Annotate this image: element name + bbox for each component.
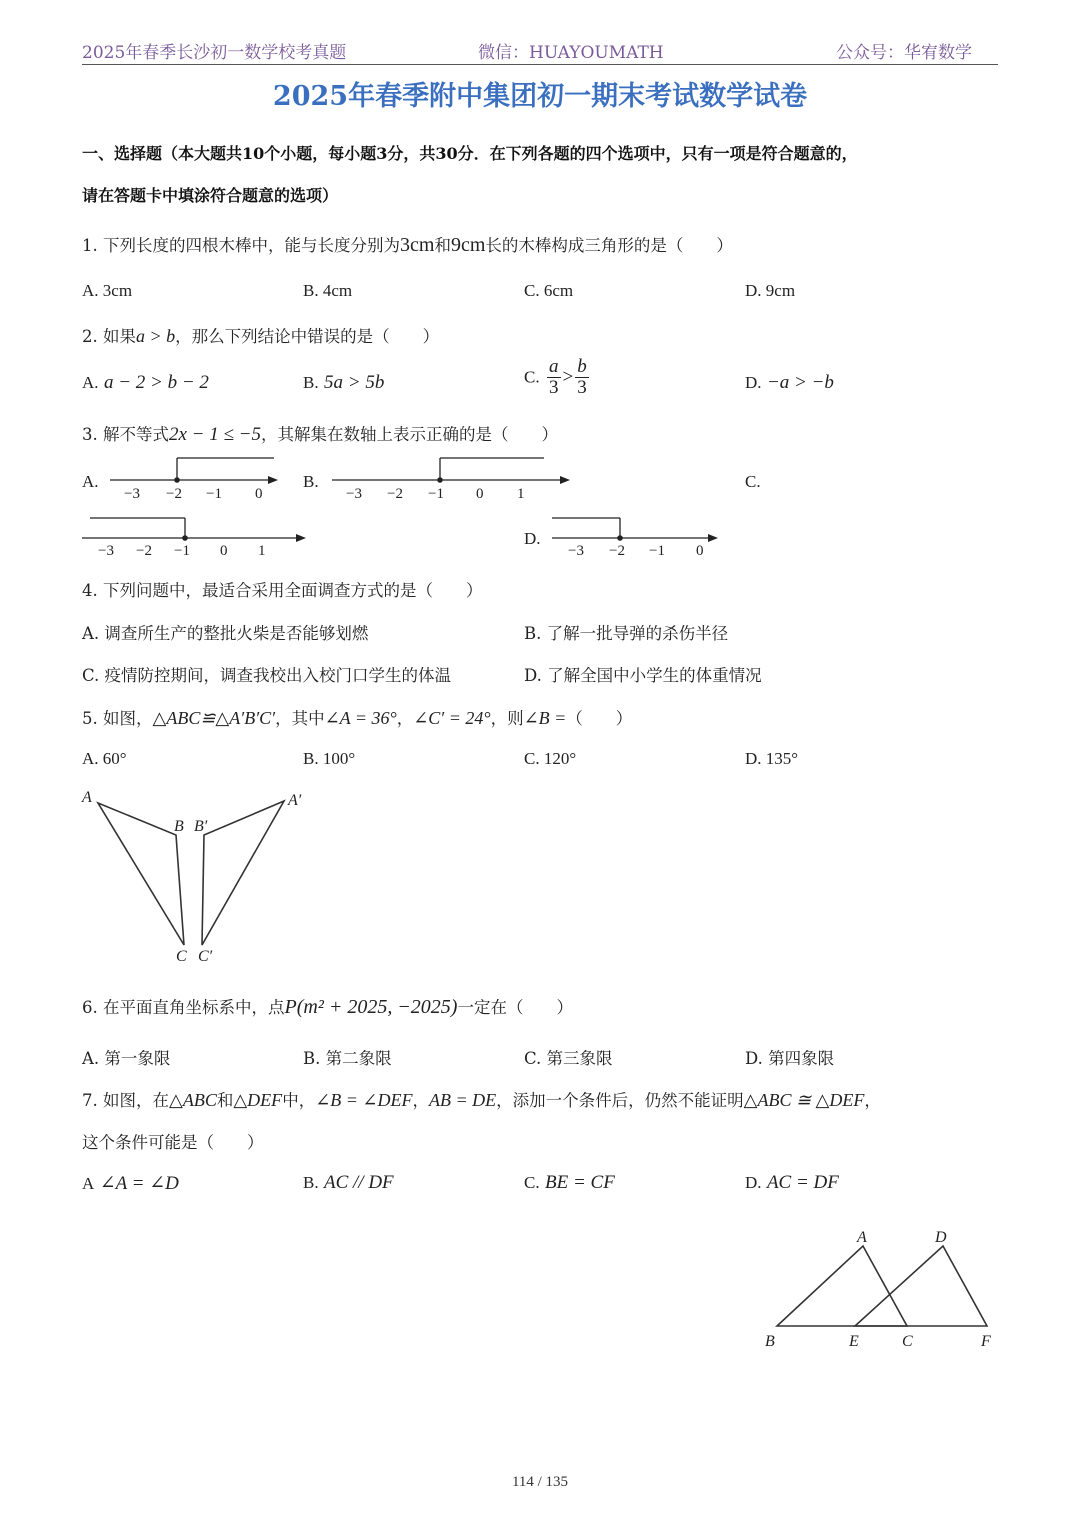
question-3-stem xyxy=(82,421,558,446)
q7-expression-1: △ABC xyxy=(169,1090,217,1110)
section-heading-line1: 一、选择题（本大题共10个小题，每小题3分，共30分．在下列各题的四个选项中，只有一项是符合题意的， xyxy=(82,144,858,163)
q5-label-b-prime: B′ xyxy=(194,818,208,835)
triangle-abc xyxy=(98,803,184,945)
q2-a-expression: a − 2 > b − 2 xyxy=(103,372,209,393)
q7-a-expression: ∠A = ∠D xyxy=(99,1173,179,1194)
page-number: 114 / 135 xyxy=(511,1474,569,1490)
section-heading-line2: 请在答题卡中填涂符合题意的选项） xyxy=(82,186,339,205)
q2-c-label: C. xyxy=(524,367,540,387)
q4-option-b[interactable]: B. 了解一批导弹的杀伤半径 xyxy=(524,624,729,643)
q2-option-c[interactable] xyxy=(524,357,591,398)
q7-expression-2: △DEF xyxy=(233,1090,283,1110)
q3-number-line-c[interactable] xyxy=(82,510,312,560)
q7-d-expression: AC = DF xyxy=(766,1172,839,1193)
q7-option-a[interactable] xyxy=(82,1172,179,1195)
q3-a-tick-2: −2 xyxy=(166,486,182,502)
q6-option-a[interactable]: A. 第一象限 xyxy=(82,1049,171,1068)
q4-option-a[interactable]: A. 调查所生产的整批火柴是否能够划燃 xyxy=(82,624,369,643)
q3-b-tick-5: 1 xyxy=(517,486,525,502)
q2-text-2: ，那么下列结论中错误的是（ ） xyxy=(175,327,440,346)
q2-expression: a > b xyxy=(136,326,176,346)
q3-b-tick-1: −3 xyxy=(346,486,362,502)
q7-c-expression: BE = CF xyxy=(545,1172,615,1193)
q3-d-tick-2: −2 xyxy=(609,543,625,559)
q2-b-label: B. xyxy=(303,373,319,392)
q2-c-numerator-2: b xyxy=(577,356,587,377)
q5-expression-2: ∠A = 36° xyxy=(324,708,397,728)
q1-text-3: 长的木棒构成三角形的是（ ） xyxy=(485,236,733,255)
q5-option-b[interactable]: B. 100° xyxy=(303,749,356,768)
q3-a-tick-1: −3 xyxy=(124,486,140,502)
question-1-stem xyxy=(82,232,733,257)
q1-option-b[interactable]: B. 4cm xyxy=(303,281,353,300)
page-title: 2025年春季附中集团初一期末考试数学试卷 xyxy=(272,81,808,112)
question-7-stem xyxy=(82,1087,881,1111)
q4-option-c[interactable]: C. 疫情防控期间，调查我校出入校门口学生的体温 xyxy=(82,666,452,685)
q2-c-fraction-1 xyxy=(547,357,561,398)
q1-value-1: 3cm xyxy=(400,234,435,256)
q3-number-line-d[interactable] xyxy=(548,510,728,560)
q6-option-d[interactable]: D. 第四象限 xyxy=(745,1049,835,1068)
header-center: 微信：HUAYOUMATH xyxy=(478,43,664,63)
q3-number-line-b[interactable] xyxy=(326,452,576,502)
q5-option-c[interactable]: C. 120° xyxy=(524,749,577,768)
q2-c-gt: > xyxy=(562,366,574,388)
q3-c-tick-5: 1 xyxy=(258,543,266,559)
q3-a-tick-3: −1 xyxy=(206,486,222,502)
q5-label-a: A xyxy=(82,789,92,806)
q7-expression-3: ∠B = ∠DEF xyxy=(315,1090,413,1110)
q2-d-label: D. xyxy=(745,373,762,392)
q3-expression: 2x − 1 ≤ −5 xyxy=(169,424,262,445)
triangle-def-q7 xyxy=(855,1246,987,1326)
q5-label-a-prime: A′ xyxy=(288,792,302,809)
q2-c-denominator-2: 3 xyxy=(577,376,587,398)
q2-option-a[interactable] xyxy=(82,372,209,394)
q6-option-b[interactable]: B. 第二象限 xyxy=(303,1049,392,1068)
q3-d-tick-1: −3 xyxy=(568,543,584,559)
q1-option-a[interactable]: A. 3cm xyxy=(82,281,133,300)
q7-option-d[interactable] xyxy=(745,1172,839,1194)
q3-c-tick-4: 0 xyxy=(220,543,228,559)
q7-label-b: B xyxy=(765,1333,775,1350)
q7-stem-line-2: 这个条件可能是（ ） xyxy=(82,1133,264,1152)
q3-text-1: 3. 解不等式 xyxy=(82,425,169,444)
q7-a-label: A xyxy=(82,1174,95,1193)
question-4-stem: 4. 下列问题中，最适合采用全面调查方式的是（ ） xyxy=(82,581,483,600)
q5-option-d[interactable]: D. 135° xyxy=(745,749,799,768)
header-right: 公众号：华宥数学 xyxy=(836,43,972,63)
q7-d-label: D. xyxy=(745,1173,762,1192)
q5-expression-3: ∠C′ = 24° xyxy=(413,708,491,728)
q7-expression-4: AB = DE xyxy=(428,1090,497,1110)
q3-d-tick-3: −1 xyxy=(649,543,665,559)
q5-expression-4: ∠B = xyxy=(523,708,567,728)
q3-b-tick-3: −1 xyxy=(428,486,444,502)
q2-text-1: 2. 如果 xyxy=(82,327,136,346)
q7-label-c: C xyxy=(902,1333,913,1350)
q2-c-denominator-1: 3 xyxy=(549,376,559,398)
q3-number-line-a[interactable] xyxy=(104,452,284,502)
q1-option-d[interactable]: D. 9cm xyxy=(745,281,796,300)
q7-text-4: ， xyxy=(412,1091,429,1110)
q2-option-d[interactable] xyxy=(745,372,834,394)
question-2-stem xyxy=(82,323,439,347)
header-divider xyxy=(82,64,998,65)
q7-text-5: ，添加一个条件后，仍然不能证明 xyxy=(496,1091,744,1110)
q5-text-2: ，其中 xyxy=(275,709,325,728)
q5-label-c: C xyxy=(176,948,187,965)
q6-text-1: 6. 在平面直角坐标系中，点 xyxy=(82,998,285,1017)
header-left: 2025年春季长沙初一数学校考真题 xyxy=(82,43,347,63)
q7-label-e: E xyxy=(849,1333,859,1350)
q7-triangle-figure xyxy=(755,1222,1005,1357)
q7-label-d: D xyxy=(935,1229,947,1246)
q3-c-tick-2: −2 xyxy=(136,543,152,559)
q5-text-3: ， xyxy=(396,709,414,728)
q7-b-expression: AC // DF xyxy=(324,1172,394,1193)
q5-text-4: ，则 xyxy=(490,709,524,728)
triangle-abc-q7 xyxy=(777,1246,907,1326)
q3-option-c-label[interactable]: C. xyxy=(745,472,761,491)
q7-option-c[interactable] xyxy=(524,1172,615,1194)
q5-label-b: B xyxy=(174,818,184,835)
q1-text-1: 1. 下列长度的四根木棒中，能与长度分别为 xyxy=(82,236,400,255)
q3-c-tick-3: −1 xyxy=(174,543,190,559)
triangle-a-prime-b-prime-c-prime xyxy=(202,801,284,945)
q3-b-tick-2: −2 xyxy=(387,486,403,502)
q3-option-d-label[interactable]: D. xyxy=(524,529,541,548)
q7-label-f: F xyxy=(981,1333,991,1350)
q3-option-a-label[interactable]: A. xyxy=(82,472,99,491)
q3-b-tick-4: 0 xyxy=(476,486,484,502)
q3-text-2: ，其解集在数轴上表示正确的是（ ） xyxy=(261,425,559,444)
q1-option-c[interactable]: C. 6cm xyxy=(524,281,574,300)
q3-d-tick-4: 0 xyxy=(696,543,704,559)
q7-c-label: C. xyxy=(524,1173,540,1192)
q1-text-2: 和 xyxy=(434,236,451,255)
q2-d-expression: −a > −b xyxy=(766,372,834,393)
q5-text-1: 5. 如图， xyxy=(82,709,153,728)
q6-text-2: 一定在（ ） xyxy=(457,998,573,1017)
q7-label-a: A xyxy=(857,1229,867,1246)
q2-c-numerator-1: a xyxy=(549,356,559,377)
q1-value-2: 9cm xyxy=(450,234,486,256)
q5-text-5: （ ） xyxy=(566,709,633,728)
question-6-stem xyxy=(82,994,573,1019)
q5-expression-1: △ABC≌△A′B′C′ xyxy=(152,708,276,728)
q3-a-tick-4: 0 xyxy=(255,486,263,502)
q5-label-c-prime: C′ xyxy=(198,948,213,965)
q5-triangle-figure xyxy=(78,785,318,970)
question-5-stem xyxy=(82,705,632,729)
q2-a-label: A. xyxy=(82,373,99,392)
q3-c-tick-1: −3 xyxy=(98,543,114,559)
q7-text-1: 7. 如图，在 xyxy=(82,1091,169,1110)
q7-b-label: B. xyxy=(303,1173,319,1192)
q6-option-c[interactable]: C. 第三象限 xyxy=(524,1049,613,1068)
q7-text-6: ， xyxy=(864,1091,881,1110)
q7-text-2: 和 xyxy=(216,1091,234,1110)
q2-c-fraction-2 xyxy=(575,357,589,398)
q7-option-b[interactable] xyxy=(303,1172,394,1194)
q3-option-b-label[interactable]: B. xyxy=(303,472,319,491)
q6-expression: P(m² + 2025, −2025) xyxy=(284,996,458,1018)
q7-text-3: 中， xyxy=(282,1091,316,1110)
q5-option-a[interactable]: A. 60° xyxy=(82,749,127,768)
q2-b-expression: 5a > 5b xyxy=(324,372,385,393)
q2-option-b[interactable] xyxy=(303,372,384,394)
q4-option-d[interactable]: D. 了解全国中小学生的体重情况 xyxy=(524,666,762,685)
q7-expression-5: △ABC ≅ △DEF xyxy=(743,1090,865,1110)
